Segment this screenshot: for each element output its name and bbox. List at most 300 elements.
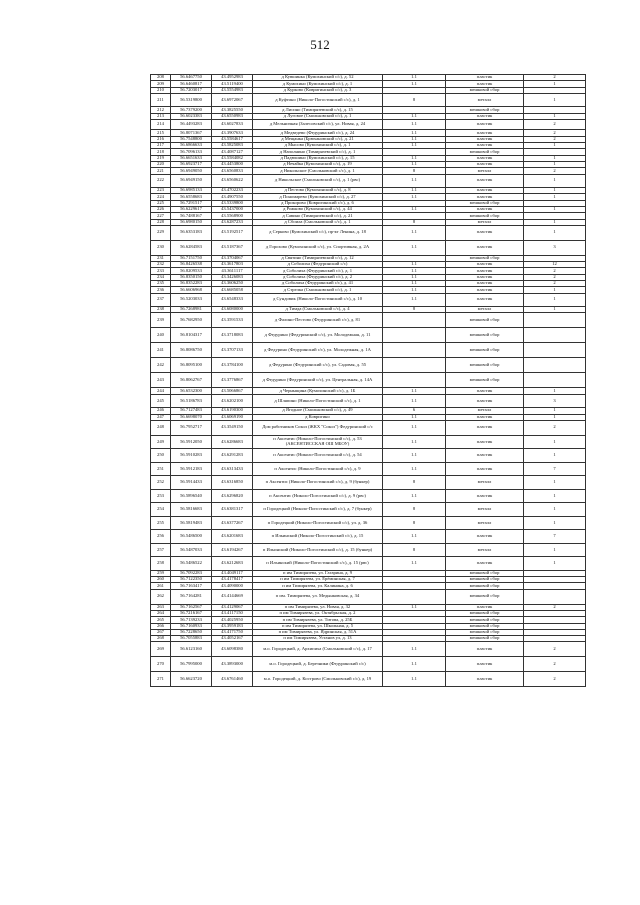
area: 1.1: [383, 287, 446, 293]
address: п Аксентис (Николо-Погостинский с/с), д. 9: [253, 462, 383, 476]
address: д Кумохино (Кумохинский с/с), д. 1: [253, 81, 383, 87]
latitude: 56.8086750: [171, 343, 212, 358]
address: п им Тимирязева, ул. Гагарина, д. 9: [253, 570, 383, 576]
latitude: 56.5486522: [171, 557, 212, 571]
row-number: 250: [151, 449, 171, 463]
area: 8: [383, 219, 446, 225]
latitude: 56.7096133: [171, 149, 212, 155]
container-material: металл: [446, 543, 524, 557]
address: д Савино (Тимирязевский с/с), д. 21: [253, 213, 383, 219]
area: 8: [383, 543, 446, 557]
latitude: 56.7092283: [171, 570, 212, 576]
address: д Федурино (Федуринский с/с), ул. Садовая, д. 55: [253, 358, 383, 373]
container-count: 1: [524, 543, 586, 557]
address: п им Тимирязева, ул. Ядринская, д. 51А: [253, 629, 383, 635]
longitude: 43.6761460: [212, 672, 253, 687]
container-material: пластик: [446, 113, 524, 119]
row-number: 259: [151, 570, 171, 576]
container-count: 2: [524, 136, 586, 142]
table-row: [151, 589, 586, 604]
latitude: 56.6866633: [171, 143, 212, 149]
container-material: металл: [446, 503, 524, 517]
row-number: 249: [151, 435, 171, 449]
container-material: пластик: [446, 130, 524, 136]
row-number: 220: [151, 161, 171, 167]
row-number: 258: [151, 557, 171, 571]
container-count: 2: [524, 281, 586, 287]
row-number: 239: [151, 313, 171, 328]
page-number: 512: [310, 37, 330, 52]
container-material: пластик: [446, 225, 524, 240]
latitude: 56.5912050: [171, 435, 212, 449]
container-material: металл: [446, 93, 524, 107]
latitude: 56.6558683: [171, 194, 212, 200]
latitude: 56.5486500: [171, 530, 212, 544]
address: м.о. Городецкий, д. Кострово (Смольковский с/с), д. 19: [253, 672, 383, 687]
row-number: 240: [151, 328, 171, 343]
container-count: 1: [524, 93, 586, 107]
area: 1.1: [383, 206, 446, 212]
latitude: 56.7151750: [171, 255, 212, 261]
latitude: 56.5914433: [171, 476, 212, 490]
longitude: 43.6069190: [212, 414, 253, 420]
row-number: 210: [151, 87, 171, 93]
address: п им Тимирязева, ул. Октябрьская, д. 2: [253, 611, 383, 617]
longitude: 43.5437000: [212, 206, 253, 212]
area: 1.1: [383, 81, 446, 87]
row-number: 236: [151, 287, 171, 293]
row-number: 246: [151, 408, 171, 414]
latitude: 56.5912183: [171, 462, 212, 476]
latitude: 56.7952717: [171, 420, 212, 435]
longitude: 43.4087127: [212, 149, 253, 155]
container-material: пластик: [446, 81, 524, 87]
table-row: [151, 449, 586, 463]
container-material: мешковой сбор: [446, 617, 524, 623]
latitude: 56.7163417: [171, 583, 212, 589]
container-count: 1: [524, 408, 586, 414]
row-number: 233: [151, 268, 171, 274]
longitude: 43.5825083: [212, 143, 253, 149]
container-count: [524, 343, 586, 358]
container-material: пластик: [446, 394, 524, 408]
latitude: 56.6949050: [171, 168, 212, 174]
table-row: [151, 328, 586, 343]
container-material: металл: [446, 219, 524, 225]
row-number: 211: [151, 93, 171, 107]
container-count: 1: [524, 293, 586, 307]
container-material: металл: [446, 408, 524, 414]
address: д Наполнино (Тимирязевский с/с), д. 1: [253, 149, 383, 155]
longitude: 43.6685058: [212, 287, 253, 293]
longitude: 43.6098380: [212, 642, 253, 657]
row-number: 241: [151, 343, 171, 358]
container-count: 7: [524, 462, 586, 476]
table-row: [151, 394, 586, 408]
table-row: [151, 119, 586, 130]
container-material: пластик: [446, 136, 524, 142]
table-body: [151, 75, 586, 687]
area: 1.1: [383, 143, 446, 149]
row-number: 253: [151, 489, 171, 503]
container-material: мешковой сбор: [446, 577, 524, 583]
address: д Лисино (Тимирязевский с/с), д. 15: [253, 107, 383, 113]
area: 1.1: [383, 420, 446, 435]
container-material: пластик: [446, 174, 524, 188]
row-number: 225: [151, 200, 171, 206]
latitude: 56.7995000: [171, 657, 212, 672]
area: 1.1: [383, 225, 446, 240]
longitude: 43.6548333: [212, 293, 253, 307]
table-row: [151, 435, 586, 449]
address: д Фалино-Пестово (Федуринский с/с), д. 81: [253, 313, 383, 328]
row-number: 255: [151, 516, 171, 530]
area: 1.1: [383, 161, 446, 167]
table-row: [151, 642, 586, 657]
latitude: 56.8426538: [171, 262, 212, 268]
area: 8: [383, 93, 446, 107]
latitude: 56.5896540: [171, 489, 212, 503]
area: 1.1: [383, 268, 446, 274]
longitude: 43.3611117: [212, 268, 253, 274]
table-row: [151, 93, 586, 107]
container-count: 1: [524, 307, 586, 313]
row-number: 224: [151, 194, 171, 200]
area: [383, 589, 446, 604]
longitude: 43.5568900: [212, 213, 253, 219]
row-number: 221: [151, 168, 171, 174]
container-count: [524, 589, 586, 604]
container-material: пластик: [446, 657, 524, 672]
row-number: 256: [151, 530, 171, 544]
row-number: 269: [151, 642, 171, 657]
area: 1.1: [383, 194, 446, 200]
address: д Соболиха (Федуринский с/с), д. 1: [253, 268, 383, 274]
address: д Федурино (Федуринский с/с), ул. Центральная, д. 14А: [253, 373, 383, 388]
address: д Федурино (Федуринский с/с), ул. Молодежная, д. 1А: [253, 343, 383, 358]
address: д Луговое (Смольковский с/с), д. 1: [253, 113, 383, 119]
container-count: 1: [524, 188, 586, 194]
longitude: 43.4907550: [212, 194, 253, 200]
longitude: 43.6296820: [212, 489, 253, 503]
container-material: пластик: [446, 268, 524, 274]
latitude: 56.6606968: [171, 287, 212, 293]
row-number: 215: [151, 130, 171, 136]
container-material: мешковой сбор: [446, 358, 524, 373]
longitude: 43.5554983: [212, 87, 253, 93]
latitude: 56.6949150: [171, 174, 212, 188]
table-row: [151, 672, 586, 687]
longitude: 43.3704067: [212, 255, 253, 261]
latitude: 56.8104317: [171, 328, 212, 343]
area: [383, 358, 446, 373]
area: 1.1: [383, 113, 446, 119]
latitude: 56.8350150: [171, 274, 212, 280]
table-row: [151, 373, 586, 388]
address: д Соболиха (Федуринский с/с), д. 2: [253, 274, 383, 280]
longitude: 43.3907633: [212, 130, 253, 136]
table-row: [151, 489, 586, 503]
address: м.о. Городецкий, д. Березники (Федуринский с/с): [253, 657, 383, 672]
address: д Пестово (Кумохинский с/с), д. 8: [253, 188, 383, 194]
latitude: 56.6980150: [171, 219, 212, 225]
address: д Соболиха (Федуринский с/с): [253, 262, 383, 268]
row-number: 218: [151, 149, 171, 155]
container-count: 1: [524, 388, 586, 394]
container-count: 1: [524, 155, 586, 161]
longitude: 43.6287233: [212, 219, 253, 225]
area: 8: [383, 307, 446, 313]
address: д Серково (Кумохинский с/с), пр-кт Ленина, д. 18: [253, 225, 383, 240]
row-number: 209: [151, 81, 171, 87]
row-number: 247: [151, 414, 171, 420]
containers-table: [150, 74, 586, 687]
longitude: 43.6381317: [212, 503, 253, 517]
row-number: 266: [151, 623, 171, 629]
area: 1.1: [383, 119, 446, 130]
latitude: 56.7203017: [171, 87, 212, 93]
latitude: 56.5487033: [171, 543, 212, 557]
latitude: 56.6023383: [171, 113, 212, 119]
container-material: пластик: [446, 262, 524, 268]
longitude: 43.6202100: [212, 394, 253, 408]
container-count: [524, 373, 586, 388]
table-row: [151, 657, 586, 672]
container-count: 2: [524, 119, 586, 130]
container-material: пластик: [446, 143, 524, 149]
row-number: 208: [151, 75, 171, 81]
address: д Мысово (Кумохинский с/с), д. 1: [253, 143, 383, 149]
latitude: 56.7216167: [171, 611, 212, 617]
container-material: пластик: [446, 240, 524, 255]
latitude: 56.7162567: [171, 604, 212, 610]
container-count: 1: [524, 113, 586, 119]
row-number: 260: [151, 577, 171, 583]
longitude: 43.5187367: [212, 240, 253, 255]
container-count: 2: [524, 268, 586, 274]
table-row: [151, 225, 586, 240]
table-row: [151, 293, 586, 307]
row-number: 265: [151, 617, 171, 623]
latitude: 56.6123160: [171, 642, 212, 657]
row-number: 228: [151, 219, 171, 225]
row-number: 242: [151, 358, 171, 373]
row-number: 214: [151, 119, 171, 130]
address: п им Тимирязева, ул. Школьная, д. 5: [253, 623, 383, 629]
address: п Аксентис (Николо-Погостинский с/с), д. 9 (бункер): [253, 476, 383, 490]
latitude: 56.6353183: [171, 225, 212, 240]
longitude: 43.4090000: [212, 583, 253, 589]
address: д Рожково (Кумохинский с/с), д. 44: [253, 206, 383, 212]
row-number: 231: [151, 255, 171, 261]
latitude: 56.7164281: [171, 589, 212, 604]
container-material: мешковой сбор: [446, 255, 524, 261]
address: д Сбоила (Смольковский с/с), д. 1: [253, 219, 383, 225]
container-count: 1: [524, 476, 586, 490]
area: 1.1: [383, 281, 446, 287]
table-row: [151, 543, 586, 557]
row-number: 243: [151, 373, 171, 388]
latitude: 56.5819483: [171, 516, 212, 530]
latitude: 56.6651633: [171, 155, 212, 161]
area: 1.1: [383, 642, 446, 657]
container-material: пластик: [446, 281, 524, 287]
area: [383, 328, 446, 343]
container-material: мешковой сбор: [446, 611, 524, 617]
container-material: пластик: [446, 449, 524, 463]
area: 1.1: [383, 435, 446, 449]
longitude: 43.3707133: [212, 343, 253, 358]
container-material: пластик: [446, 435, 524, 449]
latitude: 56.7160933: [171, 623, 212, 629]
area: 1.1: [383, 449, 446, 463]
table-row: [151, 313, 586, 328]
latitude: 56.7291517: [171, 200, 212, 206]
address: д Стрелка (Смольковский с/с), д. 1: [253, 287, 383, 293]
container-material: пластик: [446, 414, 524, 420]
latitude: 56.7268981: [171, 307, 212, 313]
row-number: 261: [151, 583, 171, 589]
address: п им Тимирязева, ул. Титова, д. 25Б: [253, 617, 383, 623]
container-material: пластик: [446, 206, 524, 212]
latitude: 56.5203033: [171, 293, 212, 307]
latitude: 56.6698070: [171, 414, 212, 420]
longitude: 43.3591533: [212, 313, 253, 328]
row-number: 267: [151, 629, 171, 635]
latitude: 56.6460817: [171, 81, 212, 87]
row-number: 227: [151, 213, 171, 219]
container-count: 1: [524, 503, 586, 517]
longitude: 43.3718083: [212, 328, 253, 343]
area: 6: [383, 408, 446, 414]
latitude: 56.5910283: [171, 449, 212, 463]
area: 1.1: [383, 462, 446, 476]
longitude: 43.5119400: [212, 81, 253, 87]
table-row: [151, 503, 586, 517]
address: д Куфтино (Николо-Погостинский с/с), д. 1: [253, 93, 383, 107]
container-count: 2: [524, 274, 586, 280]
container-material: пластик: [446, 557, 524, 571]
container-material: пластик: [446, 489, 524, 503]
container-count: 1: [524, 174, 586, 188]
container-material: металл: [446, 516, 524, 530]
area: 1.1: [383, 414, 446, 420]
address: д Святино (Тимирязевский с/с), д. 12: [253, 255, 383, 261]
container-material: мешковой сбор: [446, 583, 524, 589]
table-row: [151, 462, 586, 476]
address: д Черныщина (Кумохинский с/с), д. 1Б: [253, 388, 383, 394]
address: д Никольское (Смольковский с/с), д. 1 (рвс): [253, 174, 383, 188]
container-count: [524, 328, 586, 343]
latitude: 56.7379200: [171, 107, 212, 113]
latitude: 56.8071367: [171, 130, 212, 136]
container-count: 2: [524, 130, 586, 136]
address: д Шляпино (Николо-Погостинский с/с), д. 1: [253, 394, 383, 408]
longitude: 43.6313433: [212, 462, 253, 476]
longitude: 43.4117150: [212, 611, 253, 617]
container-material: мешковой сбор: [446, 107, 524, 113]
area: 1.1: [383, 388, 446, 394]
longitude: 43.5584082: [212, 155, 253, 161]
address: п Городецкий (Николо-Погостинский с/с), д. 7 (бункер): [253, 503, 383, 517]
container-count: [524, 313, 586, 328]
row-number: 217: [151, 143, 171, 149]
area: 1.1: [383, 672, 446, 687]
container-count: 1: [524, 206, 586, 212]
container-material: мешковой сбор: [446, 200, 524, 206]
latitude: 56.5319800: [171, 93, 212, 107]
longitude: 43.3426083: [212, 274, 253, 280]
latitude: 56.7682950: [171, 313, 212, 328]
container-count: 1: [524, 194, 586, 200]
address: д Пономарево (Кумохинский с/с), д. 27: [253, 194, 383, 200]
address: д Мещанка (Брюхановский с/с), д. 21: [253, 136, 383, 142]
longitude: 43.6291283: [212, 449, 253, 463]
container-count: 1: [524, 449, 586, 463]
address: п Ильинский (Николо-Погостинский с/с), д. 15 (бункер): [253, 543, 383, 557]
area: 1.1: [383, 75, 446, 81]
address: д Кувшинка (Кумохинский с/с), д. 52: [253, 75, 383, 81]
address: д Федурино (Федуринский с/с), ул. Молодежная, д. 11: [253, 328, 383, 343]
row-number: 252: [151, 476, 171, 490]
row-number: 216: [151, 136, 171, 142]
area: 1.1: [383, 604, 446, 610]
longitude: 43.4702233: [212, 188, 253, 194]
address: д Горохово (Кумохинский с/с), ул. Спортивная, д. 2А: [253, 240, 383, 255]
container-material: металл: [446, 168, 524, 174]
latitude: 56.6284583: [171, 240, 212, 255]
address: п Ильинский (Николо-Погостинский с/с), д. 15 (рвс): [253, 557, 383, 571]
row-number: 212: [151, 107, 171, 113]
row-number: 238: [151, 307, 171, 313]
table-row: [151, 530, 586, 544]
latitude: 56.7548800: [171, 136, 212, 142]
row-number: 245: [151, 394, 171, 408]
container-material: мешковой сбор: [446, 570, 524, 576]
area: 8: [383, 503, 446, 517]
address: п им Тимирязева, Установ ул, д. 13: [253, 636, 383, 642]
latitude: 56.7488167: [171, 213, 212, 219]
container-count: 2: [524, 642, 586, 657]
address: д Курково (Ковригинский с/с), д. 3: [253, 87, 383, 93]
container-material: пластик: [446, 388, 524, 394]
longitude: 43.3825550: [212, 107, 253, 113]
container-count: 1: [524, 489, 586, 503]
latitude: 56.6985133: [171, 188, 212, 194]
container-count: 7: [524, 530, 586, 544]
container-material: пластик: [446, 119, 524, 130]
row-number: 262: [151, 589, 171, 604]
table-row: [151, 174, 586, 188]
address: д Медведево (Федуринский с/с), д. 24: [253, 130, 383, 136]
container-material: мешковой сбор: [446, 373, 524, 388]
longitude: 43.6027833: [212, 119, 253, 130]
container-material: мешковой сбор: [446, 636, 524, 642]
container-count: 3: [524, 394, 586, 408]
row-number: 213: [151, 113, 171, 119]
longitude: 43.4144669: [212, 589, 253, 604]
address: п Аксентис (Николо-Погостинский с/с), д. 54: [253, 449, 383, 463]
container-count: 2: [524, 657, 586, 672]
address: д Сундовик (Николо-Погостинский с/с), д. 10: [253, 293, 383, 307]
container-material: пластик: [446, 75, 524, 81]
container-count: 3: [524, 240, 586, 255]
row-number: 257: [151, 543, 171, 557]
longitude: 43.6972067: [212, 93, 253, 107]
area: 1.1: [383, 155, 446, 161]
container-material: пластик: [446, 293, 524, 307]
address: д Падюшино (Кумохинский с/с), д. 15: [253, 155, 383, 161]
